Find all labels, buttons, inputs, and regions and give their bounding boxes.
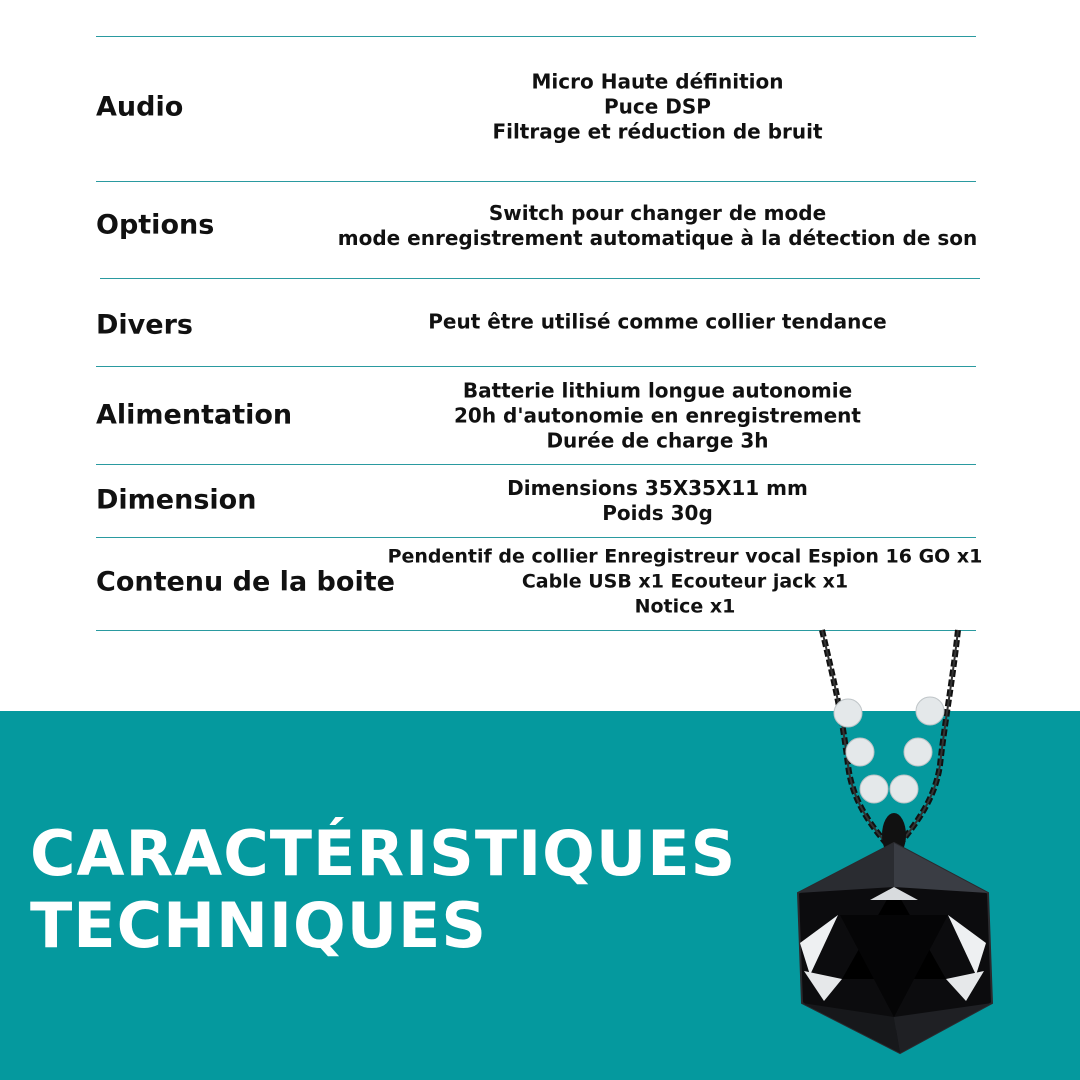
page-title	[30, 818, 736, 962]
page-title-line: CARACTÉRISTIQUES	[30, 817, 737, 890]
spec-value-line: Puce DSP	[604, 94, 711, 119]
spec-value-line: Notice x1	[634, 595, 736, 618]
spec-value-audio	[330, 70, 985, 145]
divider	[96, 464, 976, 465]
divider	[96, 181, 976, 182]
spec-value-contenu	[385, 545, 985, 620]
spec-value-line: Switch pour changer de mode	[488, 201, 827, 225]
spec-value-line: Pendentif de collier Enregistreur vocal Espion 16 GO x1	[387, 545, 983, 568]
spec-label-contenu: Contenu de la boite	[96, 566, 395, 598]
spec-value-line: 20h d'autonomie en enregistrement	[454, 403, 861, 428]
spec-value-dimension	[330, 476, 985, 526]
spec-value-line: mode enregistrement automatique à la détection de son	[337, 226, 978, 250]
spec-label-options: Options	[96, 209, 215, 241]
spec-value-line: Micro Haute définition	[531, 69, 784, 94]
spec-label-dimension: Dimension	[96, 484, 257, 516]
pendant-image	[780, 625, 1010, 1075]
spec-value-line: Peut être utilisé comme collier tendance	[428, 309, 887, 334]
spec-value-options	[330, 201, 985, 251]
spec-value-line: Durée de charge 3h	[546, 428, 769, 453]
page-title-line: TECHNIQUES	[30, 889, 488, 962]
divider	[100, 278, 980, 279]
spec-value-alimentation	[330, 379, 985, 454]
spec-label-audio: Audio	[96, 91, 184, 123]
divider	[96, 366, 976, 367]
spec-label-divers: Divers	[96, 309, 193, 341]
spec-value-line: Filtrage et réduction de bruit	[492, 119, 823, 144]
spec-value-line: Cable USB x1 Ecouteur jack x1	[521, 570, 849, 593]
spec-value-line: Batterie lithium longue autonomie	[462, 378, 853, 403]
spec-value-line: Poids 30g	[602, 501, 713, 525]
spec-value-divers	[330, 310, 985, 335]
spec-label-alimentation: Alimentation	[96, 399, 293, 431]
divider	[96, 537, 976, 538]
spec-value-line: Dimensions 35X35X11 mm	[507, 476, 808, 500]
divider	[96, 36, 976, 37]
